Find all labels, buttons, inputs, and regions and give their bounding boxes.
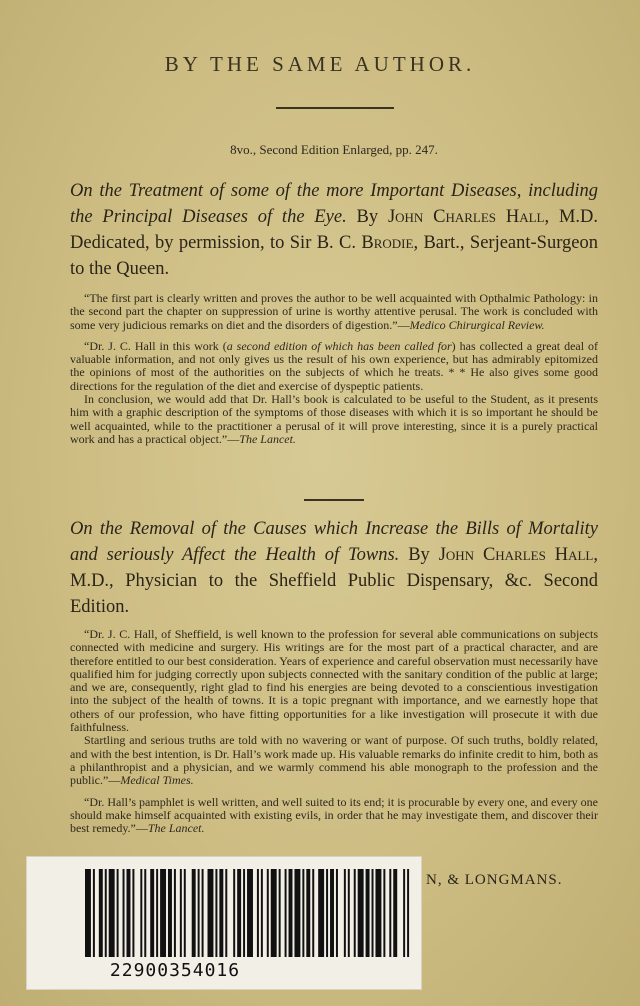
barcode-bar bbox=[261, 869, 263, 957]
barcode-bar bbox=[366, 869, 370, 957]
barcode-bar bbox=[156, 869, 158, 957]
barcode-bar bbox=[215, 869, 217, 957]
work1-author: John Charles Hall bbox=[387, 207, 545, 227]
review-medical-times-continued bbox=[70, 734, 598, 787]
review-lancet-2 bbox=[70, 796, 598, 836]
barcode-bar bbox=[407, 869, 409, 957]
review-lancet-1 bbox=[70, 340, 598, 393]
barcode-image bbox=[85, 869, 415, 957]
review-text: “The first part is clearly written and proves the author to be well acquainted with Opthalmic Pathology: in the second part the chapter on suppression of urine is worthy attentive perusal. The work is concluded with some very judicious remarks on diet and the disorders of digestion.”— bbox=[70, 291, 598, 332]
barcode-bar bbox=[237, 869, 241, 957]
barcode-bar bbox=[279, 869, 281, 957]
barcode-bar bbox=[233, 869, 235, 957]
work1-reviews bbox=[70, 292, 598, 446]
work2-by: By bbox=[408, 545, 430, 565]
barcode-bar bbox=[132, 869, 134, 957]
work2-rest: , M.D., Physician to the Sheffield Public Dispensary, &c. Second Edition. bbox=[70, 545, 598, 617]
review-text-italic: a second edition of which has been called for bbox=[226, 338, 452, 353]
barcode-bar bbox=[247, 869, 253, 957]
barcode-bar bbox=[383, 869, 385, 957]
barcode-bar bbox=[208, 869, 214, 957]
barcode-bar bbox=[202, 869, 204, 957]
barcode-bar bbox=[123, 869, 125, 957]
barcode-bar bbox=[198, 869, 200, 957]
barcode-bar bbox=[267, 869, 269, 957]
review-text: “Dr. J. C. Hall in this work ( bbox=[84, 338, 227, 353]
barcode-bar bbox=[294, 869, 300, 957]
barcode-bar bbox=[289, 869, 293, 957]
barcode-bar bbox=[330, 869, 334, 957]
review-source: Medical Times. bbox=[120, 773, 194, 788]
barcode-bar bbox=[225, 869, 227, 957]
review-text: “Dr. Hall’s pamphlet is well written, and well suited to its end; it is procurable by every one, and every one should make himself acquainted with existing evils, in order that he may investigate them, and discover their best remedy.”— bbox=[70, 794, 598, 836]
barcode-bar bbox=[180, 869, 182, 957]
barcode-bar bbox=[403, 869, 405, 957]
edition-line: 8vo., Second Edition Enlarged, pp. 247. bbox=[230, 142, 438, 157]
barcode-bar bbox=[302, 869, 304, 957]
barcode-bar bbox=[389, 869, 391, 957]
publisher-imprint: N, & LONGMANS. bbox=[426, 872, 563, 888]
barcode-bar bbox=[168, 869, 172, 957]
barcode-bar bbox=[140, 869, 142, 957]
barcode-bar bbox=[192, 869, 196, 957]
barcode-bar bbox=[243, 869, 245, 957]
review-lancet-1-continued bbox=[70, 393, 598, 446]
barcode-bar bbox=[393, 869, 397, 957]
work1-title bbox=[70, 178, 598, 282]
barcode-bar bbox=[257, 869, 259, 957]
work2-author: John Charles Hall bbox=[438, 545, 594, 565]
page-heading: BY THE SAME AUTHOR. bbox=[164, 52, 476, 76]
work1-dedicatee: Brodie bbox=[361, 233, 414, 253]
barcode-bar bbox=[99, 869, 103, 957]
review-medico-chirurgical bbox=[70, 292, 598, 332]
review-text: “Dr. J. C. Hall, of Sheffield, is well known to the profession for several able communications on subjects connected with medicine and surgery. His writings are for the most part of a practical character, and are therefore entitled to our best consideration. Years of experience and careful observation must necessarily have qualified him for judging correctly upon subjects connected with the sanitary condition of the public at large; and we are, consequently, right glad to find his energies are being devoted to a conscientious investigation into the subject of the health of towns. It is a topic pregnant with importance, and we earnestly hope that others of our profession, who have fitting opportunities for a like investigation will prosecute it with due faithfulness. bbox=[70, 627, 598, 735]
barcode-bar bbox=[348, 869, 350, 957]
review-text: ) has collected a great deal of valuable information, and not only gives us the result of his own experience, but has admirably epitomized the opinions of most of the authorities on the subjects of which he treats. * * He also gives some good directions for the regulation of the diet and exercise of dyspeptic patients. bbox=[70, 338, 599, 393]
barcode-bar bbox=[326, 869, 328, 957]
barcode-bar bbox=[318, 869, 324, 957]
work1-rest2: , Bart., Serjeant-Surgeon to the Queen. bbox=[70, 233, 599, 279]
review-source: The Lancet. bbox=[239, 431, 296, 446]
barcode-bar bbox=[358, 869, 364, 957]
barcode-bar bbox=[312, 869, 314, 957]
barcode-bar bbox=[117, 869, 119, 957]
barcode-bar bbox=[285, 869, 287, 957]
barcode-bar bbox=[306, 869, 310, 957]
heading-rule bbox=[276, 107, 394, 109]
barcode-bar bbox=[93, 869, 95, 957]
barcode-bar bbox=[344, 869, 346, 957]
barcode-bar bbox=[372, 869, 374, 957]
work1-title-italic: On the Treatment of some of the more Important Diseases, including the Principal Diseases of the Eye. bbox=[70, 181, 598, 227]
barcode-bar bbox=[144, 869, 146, 957]
review-source: Medico Chirurgical Review. bbox=[409, 317, 545, 332]
work2-title bbox=[70, 516, 598, 620]
barcode-bar bbox=[160, 869, 166, 957]
work2-title-italic: On the Removal of the Causes which Increase the Bills of Mortality and seriously Affect the Health of Towns. bbox=[70, 519, 598, 565]
barcode-bar bbox=[109, 869, 115, 957]
work1-rest: , M.D. Dedicated, by permission, to Sir B. C. bbox=[70, 207, 599, 253]
barcode-bar bbox=[105, 869, 107, 957]
barcode-bar bbox=[219, 869, 223, 957]
barcode-bar bbox=[184, 869, 186, 957]
review-text: In conclusion, we would add that Dr. Hall’s book is calculated to be useful to the Student, as it presents him with a graphic description of the symptoms of those diseases with which it is so important he should be well acquainted, while to the practitioner a perusal of it will prove interesting, since it is a purely practical work and has a practical object.”— bbox=[70, 392, 598, 446]
barcode-bar bbox=[354, 869, 356, 957]
barcode-bar bbox=[336, 869, 338, 957]
barcode-number: 22900354016 bbox=[109, 960, 241, 981]
barcode-bar bbox=[174, 869, 176, 957]
work2-reviews bbox=[70, 628, 598, 835]
library-barcode-label bbox=[26, 856, 422, 990]
review-text: Startling and serious truths are told with no wavering or want of purpose. Of such truths, boldly related, and with the best intention, is Dr. Hall’s work made up. His valuable remarks do infinite credit to him, both as a philanthropist and a physician, and we warmly commend his able monograph to the profession and the public.”— bbox=[70, 733, 598, 788]
review-source: The Lancet. bbox=[147, 821, 205, 836]
barcode-bar bbox=[271, 869, 277, 957]
work1-by: By bbox=[356, 207, 379, 227]
barcode-bar bbox=[375, 869, 381, 957]
barcode-bar bbox=[150, 869, 154, 957]
section-rule bbox=[304, 499, 364, 501]
barcode-bar bbox=[85, 869, 91, 957]
barcode-bar bbox=[127, 869, 131, 957]
review-medical-times bbox=[70, 628, 598, 734]
